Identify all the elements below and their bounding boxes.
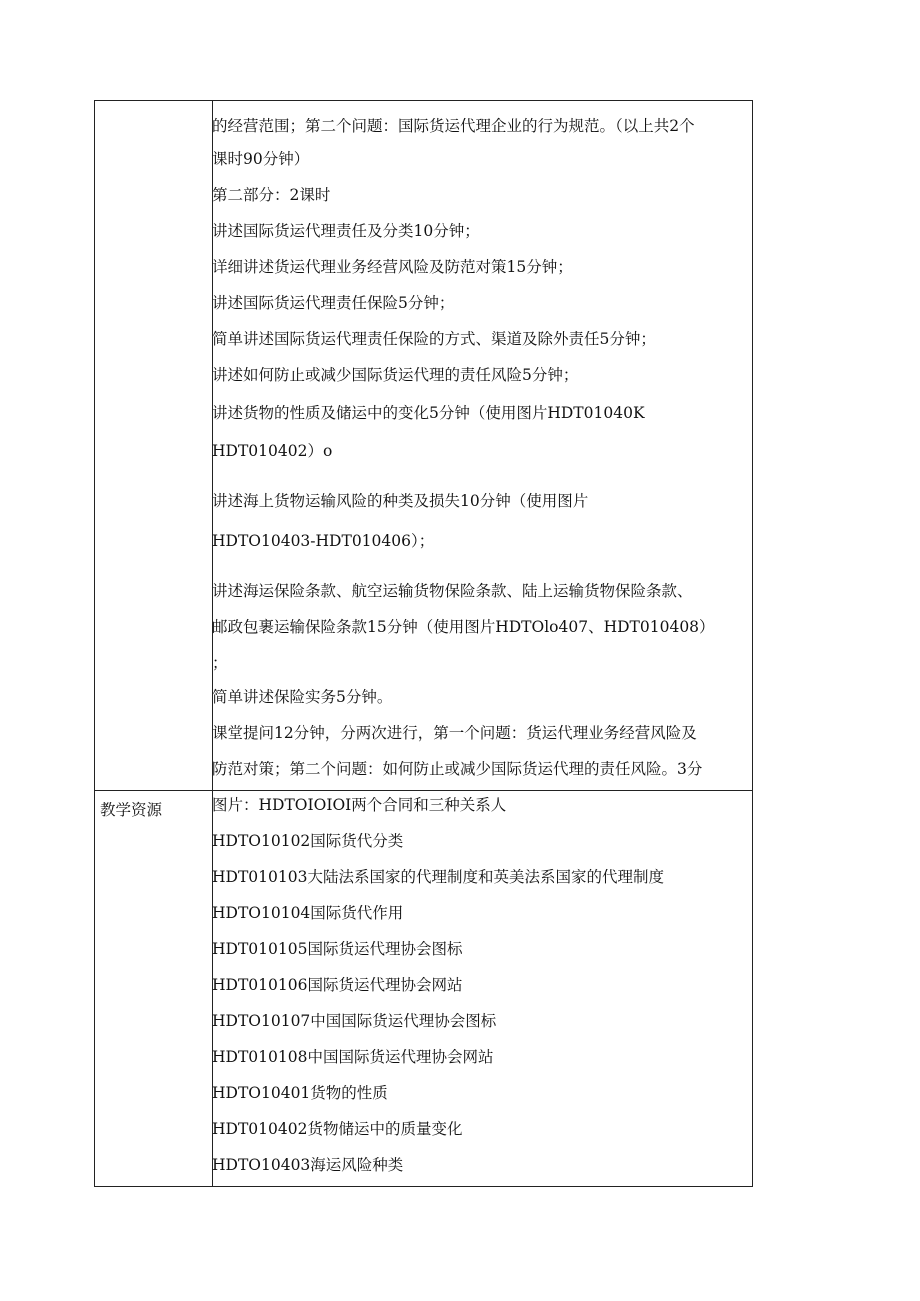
resource-line: HDT010105国际货运代理协会图标 (212, 940, 463, 958)
schedule-line: 讲述如何防止或减少国际货运代理的责任风险5分钟； (212, 366, 579, 384)
schedule-line: 第二部分：2课时 (212, 186, 331, 204)
schedule-line: 课时90分钟） (212, 150, 310, 168)
resource-line: HDTO10102国际货代分类 (212, 832, 404, 850)
resource-line: HDTO10107中国国际货运代理协会图标 (212, 1012, 497, 1030)
row-divider (95, 790, 752, 791)
schedule-line: 的经营范围；第二个问题：国际货运代理企业的行为规范。（以上共2个 (212, 117, 695, 135)
schedule-line: 讲述国际货运代理责任及分类10分钟； (212, 222, 480, 240)
schedule-line: 简单讲述保险实务5分钟。 (212, 688, 393, 706)
resource-line: HDT010103大陆法系国家的代理制度和英美法系国家的代理制度 (212, 868, 664, 886)
schedule-line: HDT010402）o (212, 442, 333, 460)
resource-line: HDTO10401货物的性质 (212, 1084, 388, 1102)
schedule-line: 邮政包裹运输保险条款15分钟（使用图片HDTOlo407、HDT010408） (212, 618, 715, 636)
resource-line: HDTO10104国际货代作用 (212, 904, 404, 922)
schedule-line: 讲述货物的性质及储运中的变化5分钟（使用图片HDT01040K (212, 404, 645, 422)
resource-line: HDT010106国际货运代理协会网站 (212, 976, 463, 994)
schedule-line: 防范对策；第二个问题：如何防止或减少国际货运代理的责任风险。3分 (212, 760, 703, 778)
schedule-line: HDTO10403-HDT010406）； (212, 532, 435, 550)
resource-line: 图片：HDTOIOIOI两个合同和三种关系人 (212, 796, 507, 814)
resource-line: HDT010108中国国际货运代理协会网站 (212, 1048, 494, 1066)
schedule-line: 详细讲述货运代理业务经营风险及防范对策15分钟； (212, 258, 573, 276)
resource-line: HDTO10403海运风险种类 (212, 1156, 404, 1174)
schedule-line: 讲述海运保险条款、航空运输货物保险条款、陆上运输货物保险条款、 (212, 582, 693, 600)
schedule-line: 课堂提问12分钟，分两次进行，第一个问题：货运代理业务经营风险及 (212, 724, 697, 742)
resources-label: 教学资源 (100, 801, 163, 819)
schedule-line: 讲述国际货运代理责任保险5分钟； (212, 294, 455, 312)
schedule-line: ； (212, 654, 228, 672)
schedule-line: 简单讲述国际货运代理责任保险的方式、渠道及除外责任5分钟； (212, 330, 656, 348)
resource-line: HDT010402货物储运中的质量变化 (212, 1120, 463, 1138)
schedule-line: 讲述海上货物运输风险的种类及损失10分钟（使用图片 (212, 492, 589, 510)
